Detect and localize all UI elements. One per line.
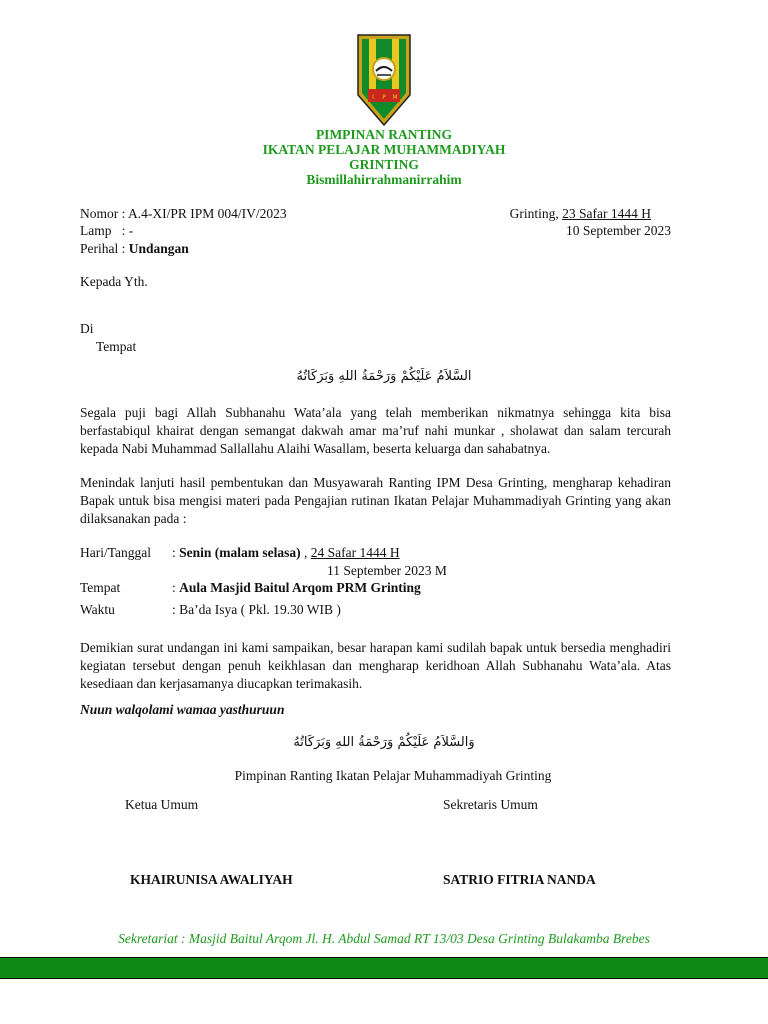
recipient-di: Di xyxy=(80,321,94,336)
lamp-value: : - xyxy=(121,223,134,238)
name-sekretaris: SATRIO FITRIA NANDA xyxy=(443,872,596,887)
lamp-line xyxy=(80,222,133,240)
event-place-label: Tempat xyxy=(80,580,121,595)
header-line-1: PIMPINAN RANTING xyxy=(315,127,453,142)
org-line: Pimpinan Ranting Ikatan Pelajar Muhammadiyah Grinting xyxy=(234,768,552,783)
event-place xyxy=(172,579,421,597)
perihal-sep: : xyxy=(121,241,129,256)
role-sekretaris: Sekretaris Umum xyxy=(443,797,538,812)
event-day-value: Senin (malam selasa) xyxy=(179,545,301,560)
perihal-line xyxy=(80,240,189,258)
paragraph-opening: Segala puji bagi Allah Subhanahu Wata’ala yang telah memberikan nikmatnya sehingga kita bisa berfastabiqul khairat dengan semangat dakwah amar ma’ruf nahi munkar , sholawat dan salam tercurah kepada Nabi Muhammad Sallallahu Alaihi Wasallam, beserta keluarga dan sahabatnya. xyxy=(80,405,671,456)
ipm-logo xyxy=(356,33,412,127)
lamp-label: Lamp xyxy=(80,223,112,238)
event-day-hijri: 24 Safar 1444 H xyxy=(310,545,400,560)
nomor-label: Nomor xyxy=(80,206,119,221)
letter-date-greg: 10 September 2023 xyxy=(566,223,671,238)
header-line-3: GRINTING xyxy=(349,157,419,172)
logo-letter-p: P xyxy=(382,94,386,101)
date-hijri: 23 Safar 1444 H xyxy=(562,206,651,221)
nomor-value: : A.4-XI/PR IPM 004/IV/2023 xyxy=(121,206,287,221)
event-time-label: Waktu xyxy=(80,602,115,617)
role-ketua: Ketua Umum xyxy=(125,797,199,812)
header-line-2: IKATAN PELAJAR MUHAMMADIYAH xyxy=(262,142,506,157)
logo-letter-i: I xyxy=(372,94,374,101)
nomor-line xyxy=(80,205,287,223)
ipm-shield-icon xyxy=(356,33,412,127)
footer-address: Sekretariat : Masjid Baitul Arqom Jl. H. Abdul Samad RT 13/03 Desa Grinting Bulakamba Brebes xyxy=(118,931,650,946)
event-place-sep: : xyxy=(172,580,180,595)
perihal-value: Undangan xyxy=(128,241,189,256)
event-day-sep: : xyxy=(172,545,180,560)
perihal-label: Perihal xyxy=(80,241,119,256)
letter-date-hijri xyxy=(510,205,651,223)
paragraph-purpose: Menindak lanjuti hasil pembentukan dan Musyawarah Ranting IPM Desa Grinting, mengharap kehadiran Bapak untuk bisa mengisi materi pada Pengajian rutinan Ikatan Pelajar Muhammadiyah Grinting yang akan dilaksanakan pada : xyxy=(80,475,671,526)
recipient-to: Kepada Yth. xyxy=(80,274,148,289)
event-day xyxy=(172,544,400,562)
footer-bar xyxy=(0,957,768,979)
nuun-line: Nuun walqolami wamaa yasthuruun xyxy=(80,702,285,717)
recipient-tempat: Tempat xyxy=(96,339,137,354)
logo-letter-m: M xyxy=(392,94,398,101)
salam-opening: السَّلاَمُ عَلَيْكُمْ وَرَحْمَةُ اللهِ وَبَرَكَاتُهُ xyxy=(296,369,472,384)
paragraph-closing: Demikian surat undangan ini kami sampaikan, besar harapan kami sudilah bapak untuk bersedia menghadiri kegiatan tersebut dengan penuh keikhlasan dan mengharap keridhoan Allah Subhanahu Wata’ala. Atas kesediaan dan kerjasamanya diucapkan terimakasih. xyxy=(80,640,671,691)
event-place-value: Aula Masjid Baitul Arqom PRM Grinting xyxy=(179,580,421,595)
event-day-label: Hari/Tanggal xyxy=(80,545,152,560)
event-day-comma: , xyxy=(300,545,311,560)
event-time-value: : Ba’da Isya ( Pkl. 19.30 WIB ) xyxy=(172,602,341,617)
date-place: Grinting, xyxy=(509,206,563,221)
event-day-greg: 11 September 2023 M xyxy=(327,563,447,578)
name-ketua: KHAIRUNISA AWALIYAH xyxy=(130,872,293,887)
salam-closing: وَالسَّلاَمُ عَلَيْكُمْ وَرَحْمَةُ اللهِ وَبَرَكَاتُهُ xyxy=(293,735,475,750)
header-bismillah: Bismillahirrahmanirrahim xyxy=(306,172,462,187)
